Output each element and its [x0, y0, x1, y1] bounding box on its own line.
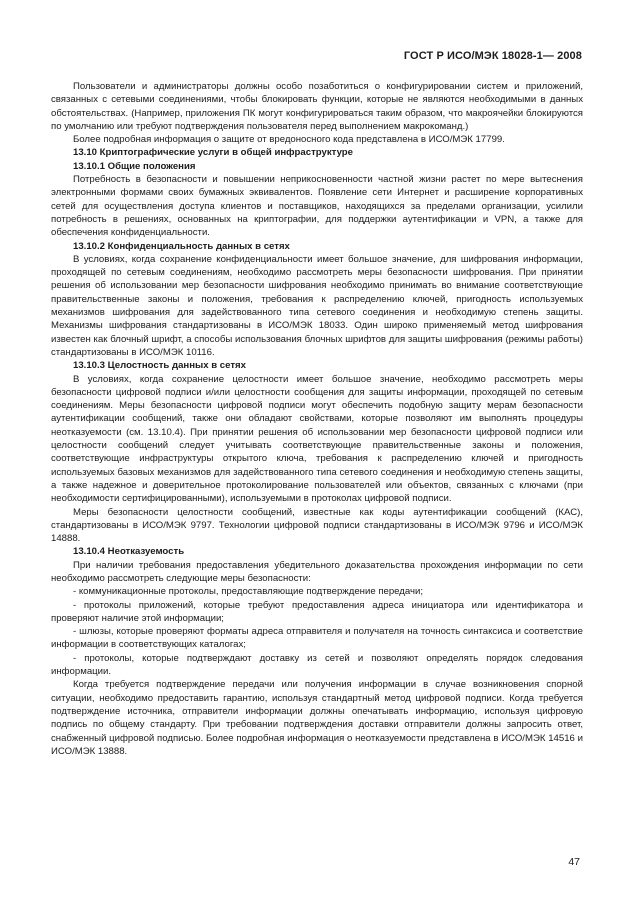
section-heading-13-10-1: 13.10.1 Общие положения	[73, 160, 196, 172]
paragraph-digital-signature: Когда требуется подтверждение передачи или получения информации в случае возникновения спорной ситуации, необходимо предоставить гарантию, используя стандартный метод цифровой подписи. Когда требуется подтверждение источника, отправители информации должны опечатывать информацию, используя цифровую подпись по общему стандарту. При требовании подтверждения доставки отправители должны запросить ответ, снабженный цифровой подписью. Более подробная информация о неотказуемости представлена в ИСО/МЭК 14516 и ИСО/МЭК 13888.	[51, 679, 583, 757]
list-item-delivery-protocols: - протоколы, которые подтверждают доставку из сетей и позволяют определять порядок следования информации.	[51, 652, 583, 678]
paragraph-integrity: В условиях, когда сохранение целостности имеет большое значение, необходимо рассмотреть меры безопасности цифровой подписи и/или целостности сообщения для защиты информации, проходящей по сетевым соединениям. Меры безопасности цифровой подписи могут обеспечить подобную защиту мерам безопасности аутентификации сообщений, также они обладают свойствами, которые позволяют им выполнять процедуры неотказуемости (см. 13.10.4). При принятии решения об использовании мер безопасности цифровой подписи или целостности сообщений следует учитывать соответствующие правительственные законы и положения, соответствующие инфраструктуры открытого ключа, требования к распределению ключей и пригодность используемых базовых механизмов для задействованного типа сетевого соединения и необходимую степень защиты, а также надежное и доверительное протоколирование пользователей или объектов, связанных с ключами (при необходимости сертифицированными), используемыми в протоколах цифровой подписи.	[51, 373, 583, 505]
paragraph-mac-standards: Меры безопасности целостности сообщений, известные как коды аутентификации сообщений (КАС), стандартизованы в ИСО/МЭК 9797. Технологии цифровой подписи стандартизованы в ИСО/МЭК 9796 и ИСО/МЭК 14888.	[51, 506, 583, 545]
paragraph-nonrepudiation-intro: При наличии требования предоставления убедительного доказательства прохождения информации по сети необходимо рассмотреть следующие меры безопасности:	[51, 559, 583, 584]
page-header-standard: ГОСТ Р ИСО/МЭК 18028-1— 2008	[403, 50, 582, 62]
paragraph-intro: Пользователи и администраторы должны особо позаботиться о конфигурировании систем и приложений, связанных с сетевыми соединениями, чтобы блокировать функции, которые не являются необходимыми в данных обстоятельствах. (Например, приложения ПК могут конфигурироваться таким образом, что макроячейки блокируются по умолчанию или требуют подтверждения пользователя перед выполнением макрокоманд.)	[51, 81, 583, 132]
list-item-app-protocols: - протоколы приложений, которые требуют предоставления адреса инициатора или идентификатора и проверяют наличие этой информации;	[51, 599, 583, 624]
paragraph-general: Потребность в безопасности и повышении неприкосновенности частной жизни растет по мере вытеснения электронными формами своих бумажных эквивалентов. Появление сети Интернет и расширение корпоративных сетей для осуществления доступа клиентов и поставщиков, находящихся за пределами организации, усилили потребность в решениях, основанных на криптографии, для поддержки аутентификации и VPN, а также для обеспечения конфиденциальности.	[51, 174, 583, 239]
section-heading-13-10-2: 13.10.2 Конфиденциальность данных в сетях	[73, 240, 290, 252]
section-heading-13-10-4: 13.10.4 Неотказуемость	[73, 546, 185, 558]
section-heading-13-10-3: 13.10.3 Целостность данных в сетях	[73, 360, 246, 372]
paragraph-confidentiality: В условиях, когда сохранение конфиденциальности имеет большое значение, для шифрования информации, проходящей по сетевым соединениям, необходимо рассмотреть меры безопасности шифрования. При принятии решения об использовании мер безопасности шифрования необходимо принимать во внимание соответствующие правительственные законы и положения, требования к распределению ключей, пригодность используемых механизмов шифрования для задействованного типа сетевого соединения и необходимую степень защиты. Механизмы шифрования стандартизованы в ИСО/МЭК 18033. Один широко применяемый метод шифрования известен как блочный шрифт, а способы использования блочных шрифтов для защиты шифрования (режимы работы) стандартизованы в ИСО/МЭК 10116.	[51, 253, 583, 358]
paragraph-malware-ref: Более подробная информация о защите от вредоносного кода представлена в ИСО/МЭК 17799.	[73, 134, 505, 146]
list-item-gateways: - шлюзы, которые проверяют форматы адреса отправителя и получателя на точность синтаксиса и соответствие информации в соответствующих каталогах;	[51, 626, 583, 651]
list-item-protocols: - коммуникационные протоколы, предоставляющие подтверждение передачи;	[73, 586, 424, 598]
document-body	[51, 80, 583, 758]
section-heading-13-10: 13.10 Криптографические услуги в общей инфраструктуре	[73, 147, 353, 159]
page-number: 47	[568, 856, 580, 868]
